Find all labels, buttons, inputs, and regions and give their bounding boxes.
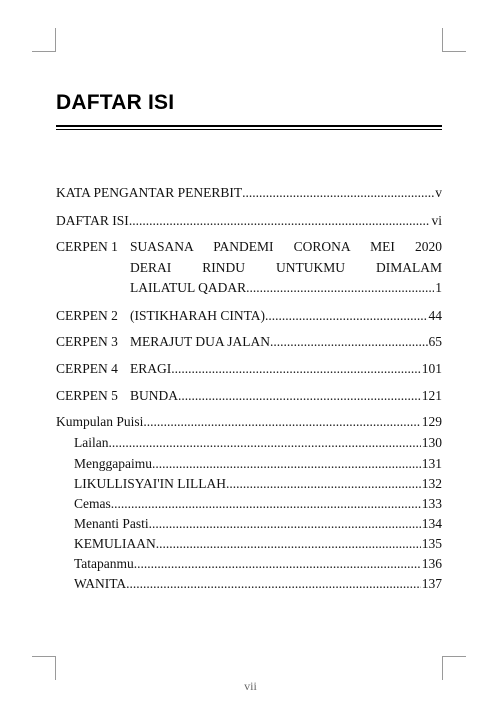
dot-leader	[129, 211, 431, 231]
toc-entry-poem[interactable]	[74, 454, 442, 474]
dot-leader	[152, 454, 421, 474]
toc-entry-page: vi	[431, 213, 442, 228]
toc-entry-number: CERPEN 3	[56, 334, 118, 349]
crop-mark-bottom-left-h	[32, 656, 56, 657]
toc-entry-label: (ISTIKHARAH CINTA)	[130, 308, 266, 323]
page-number: vii	[244, 679, 257, 693]
dot-leader	[126, 574, 421, 594]
toc-entry-page: 134	[421, 516, 442, 531]
toc-entry-number: CERPEN 4	[56, 361, 118, 376]
toc-entry-number: CERPEN 5	[56, 388, 118, 403]
dot-leader	[134, 554, 421, 574]
toc-entry-poem[interactable]	[74, 574, 442, 594]
toc-entry-poem[interactable]	[74, 494, 442, 514]
crop-mark-top-left-h	[32, 51, 56, 52]
dot-leader	[242, 183, 434, 203]
toc-entry-kumpulan-puisi[interactable]	[56, 412, 442, 432]
cerpen-1-title-line-2: DERAI RINDU UNTUKMU DIMALAM	[130, 260, 442, 275]
toc-entry-label: Kumpulan Puisi	[56, 414, 144, 429]
toc-entry-label: BUNDA	[130, 388, 179, 403]
toc-entry-page: 136	[421, 556, 442, 571]
dot-leader	[111, 494, 421, 514]
toc-entry-number: CERPEN 1	[56, 239, 118, 254]
toc-entry-page: 132	[421, 476, 442, 491]
dot-leader	[178, 386, 421, 406]
toc-entry-page: 44	[428, 308, 442, 323]
title-rule-thin	[56, 129, 442, 130]
crop-mark-top-right-v	[442, 28, 443, 52]
toc-entry-poem[interactable]	[74, 433, 442, 453]
dot-leader	[270, 332, 427, 352]
dot-leader	[156, 534, 421, 554]
page-title: DAFTAR ISI	[56, 91, 175, 114]
toc-entry-page: 137	[421, 576, 442, 591]
dot-leader	[226, 474, 421, 494]
toc-entry-page: v	[435, 185, 442, 200]
toc-entry-label: KEMULIAAN	[74, 536, 156, 551]
toc-entry-poem[interactable]	[74, 474, 442, 494]
toc-entry-label: LAILATUL QADAR	[130, 280, 247, 295]
toc-entry-label: KATA PENGANTAR PENERBIT	[56, 185, 243, 200]
dot-leader	[143, 412, 420, 432]
crop-mark-bottom-right-h	[442, 656, 466, 657]
toc-entry-page: 130	[421, 435, 442, 450]
crop-mark-top-left-v	[55, 28, 56, 52]
crop-mark-bottom-right-v	[442, 656, 443, 680]
toc-entry-poem[interactable]	[74, 534, 442, 554]
crop-mark-top-right-h	[442, 51, 466, 52]
toc-entry-cerpen-2[interactable]	[56, 306, 442, 326]
toc-entry-number: CERPEN 2	[56, 308, 118, 323]
dot-leader	[149, 514, 421, 534]
toc-entry-page: 101	[421, 361, 442, 376]
toc-entry-cerpen-5[interactable]	[56, 386, 442, 406]
toc-entry-label: MERAJUT DUA JALAN	[130, 334, 271, 349]
dot-leader	[265, 306, 427, 326]
title-rule-thick	[56, 125, 442, 127]
toc-entry-page: 1	[435, 280, 442, 295]
dot-leader	[171, 359, 421, 379]
dot-leader	[108, 433, 420, 453]
toc-entry-poem[interactable]	[74, 514, 442, 534]
toc-entry-page: 131	[421, 456, 442, 471]
toc-entry-label: Menggapaimu	[74, 456, 152, 471]
toc-entry-label: Lailan	[74, 435, 109, 450]
toc-entry-cerpen-4[interactable]	[56, 359, 442, 379]
cerpen-1-title-line-1: SUASANA PANDEMI CORONA MEI 2020	[130, 239, 442, 254]
toc-entry-cerpen-3[interactable]	[56, 332, 442, 352]
toc-entry-page: 135	[421, 536, 442, 551]
toc-entry-label: Menanti Pasti	[74, 516, 149, 531]
dot-leader	[246, 278, 434, 298]
toc-entry-daftar-isi[interactable]	[56, 211, 442, 231]
toc-entry-label: DAFTAR ISI	[56, 213, 129, 228]
toc-entry-label: Tatapanmu	[74, 556, 134, 571]
toc-entry-page: 65	[428, 334, 442, 349]
toc-entry-kata-pengantar[interactable]	[56, 183, 442, 203]
toc-entry-label: ERAGI	[130, 361, 172, 376]
cerpen-1-row-3	[130, 278, 442, 298]
crop-mark-bottom-left-v	[55, 656, 56, 680]
toc-entry-label: LIKULLISYAI'IN LILLAH	[74, 476, 227, 491]
toc-entry-label: WANITA	[74, 576, 127, 591]
toc-entry-page: 133	[421, 496, 442, 511]
toc-entry-poem[interactable]	[74, 554, 442, 574]
toc-entry-page: 129	[421, 414, 442, 429]
toc-entry-page: 121	[421, 388, 442, 403]
toc-entry-label: Cemas	[74, 496, 111, 511]
